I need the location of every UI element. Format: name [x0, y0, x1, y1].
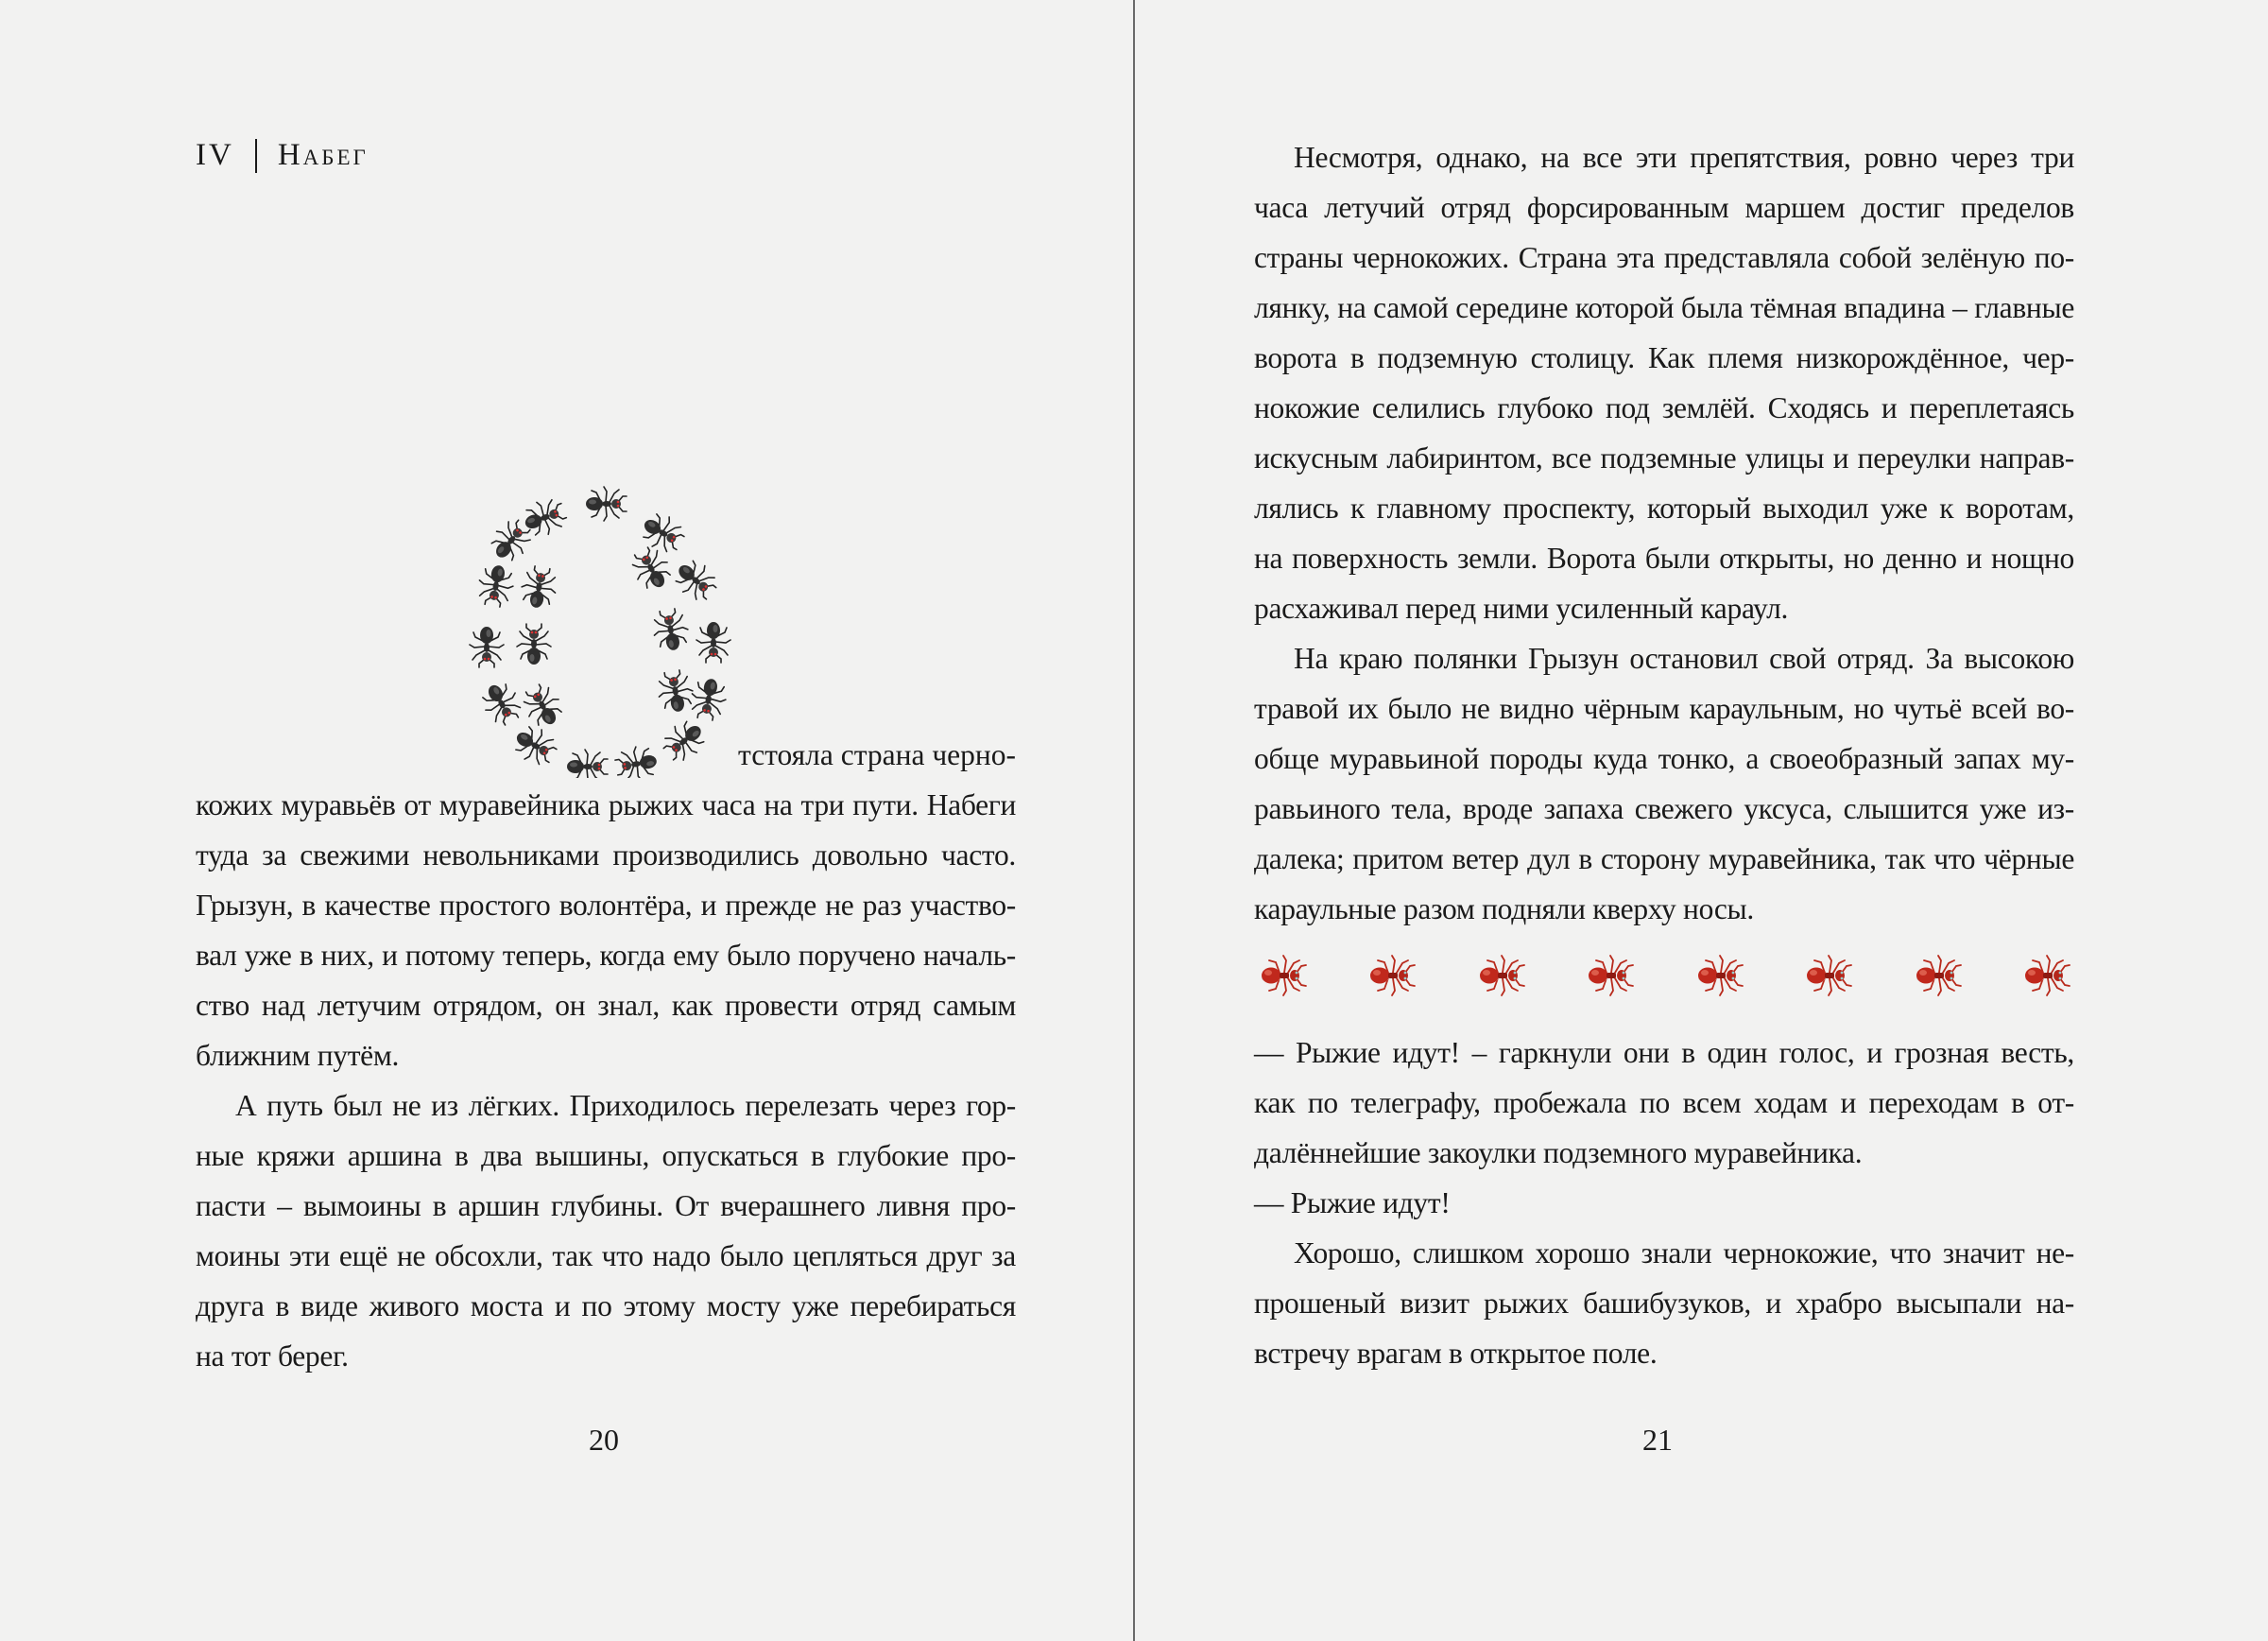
text-line: — Рыжие идут! – гаркнули они в один голос, и грозная весть, [1254, 1036, 2074, 1069]
text-line: ные кряжи аршина в два вышины, опускаться в глубокие про- [196, 1139, 1016, 1172]
text-line: далека; притом ветер дул в сторону муравейника, так что чёрные [1254, 842, 2074, 875]
text-line: лянку, на самой середине которой была тёмная впадина – главные [1254, 291, 2074, 324]
red-ant-icon [2018, 952, 2074, 999]
red-ant-icon [1254, 952, 1311, 999]
text-line: часа летучий отряд форсированным маршем достиг пределов [1254, 191, 2074, 224]
red-ant-icon [1581, 952, 1638, 999]
text-line: страны чернокожих. Страна эта представляла собой зелёную по- [1254, 241, 2074, 274]
page-number: 20 [589, 1423, 619, 1457]
red-ant-icon [1691, 952, 1747, 999]
text-line: лялись к главному проспекту, который выходил уже к воротам, [1254, 492, 2074, 525]
red-ant-icon [1472, 952, 1529, 999]
text-line: ство над летучим отрядом, он знал, как провести отряд самым [196, 989, 1016, 1022]
right-page [1134, 0, 2268, 1641]
text-line: На краю полянки Грызун остановил свой отряд. За высокою [1294, 642, 2074, 675]
page-number: 21 [1642, 1423, 1673, 1457]
text-line: туда за свежими невольниками производились довольно часто. [196, 838, 1016, 872]
text-line: на поверхность земли. Ворота были открыты, но денно и нощно [1254, 542, 2074, 575]
red-ant-icon [1909, 952, 1966, 999]
left-page-body [196, 730, 1016, 1381]
text-line: ворота в подземную столицу. Как племя низкорождённое, чер- [1254, 341, 2074, 374]
text-line: встречу врагам в открытое поле. [1254, 1337, 1658, 1370]
running-head-divider [255, 139, 257, 173]
text-line: моины эти ещё не обсохли, так что надо было цепляться друг за [196, 1239, 1016, 1272]
chapter-number: IV [196, 138, 234, 172]
text-line: Хорошо, слишком хорошо знали чернокожие, что значит не- [1294, 1236, 2074, 1270]
text-line: расхаживал перед ними усиленный караул. [1254, 592, 1789, 625]
running-head [196, 138, 369, 173]
text-line: далённейшие закоулки подземного муравейника. [1254, 1136, 1863, 1169]
text-line: караульные разом подняли кверху носы. [1254, 892, 1754, 925]
text-line: А путь был не из лёгких. Приходилось перелезать через гор- [235, 1089, 1016, 1122]
text-line: кожих муравьёв от муравейника рыжих часа на три пути. Набеги [196, 788, 1016, 821]
text-line: на тот берег. [196, 1339, 349, 1373]
right-page-body-bottom [1254, 1028, 2074, 1378]
text-line: как по телеграфу, пробежала по всем ходам и переходам в от- [1254, 1086, 2074, 1119]
red-ant-icon [1363, 952, 1419, 999]
text-line: Несмотря, однако, на все эти препятствия, ровно через три [1294, 141, 2074, 174]
text-line: равьиного тела, вроде запаха свежего уксуса, слышится уже из- [1254, 792, 2074, 825]
right-page-body-top [1254, 132, 2074, 934]
text-line: вал уже в них, и потому теперь, когда ему было поручено началь- [196, 939, 1016, 972]
red-ant-icon [1799, 952, 1856, 999]
text-line: травой их было не видно чёрным караульным, но чутьё всей во- [1254, 692, 2074, 725]
text-line: прошеный визит рыжих башибузуков, и храбро высыпали на- [1254, 1287, 2074, 1320]
chapter-title: Набег [277, 138, 369, 172]
text-line: искусным лабиринтом, все подземные улицы и переулки направ- [1254, 441, 2074, 475]
text-line: ближним путём. [196, 1039, 400, 1072]
text-line: обще муравьиной породы куда тонко, а своеобразный запах му- [1254, 742, 2074, 775]
text-line: друга в виде живого моста и по этому мосту уже перебираться [196, 1289, 1016, 1322]
red-ant-ornament [1254, 945, 2074, 1006]
text-line: — Рыжие идут! [1254, 1186, 1451, 1219]
first-line-after-dropcap: тстояла страна черно- [738, 738, 1016, 771]
text-line: Грызун, в качестве простого волонтёра, и прежде не раз участво- [196, 889, 1016, 922]
text-line: нокожие селились глубоко под землёй. Сходясь и переплетаясь [1254, 391, 2074, 424]
text-line: пасти – вымоины в аршин глубины. От вчерашнего ливня про- [196, 1189, 1016, 1222]
